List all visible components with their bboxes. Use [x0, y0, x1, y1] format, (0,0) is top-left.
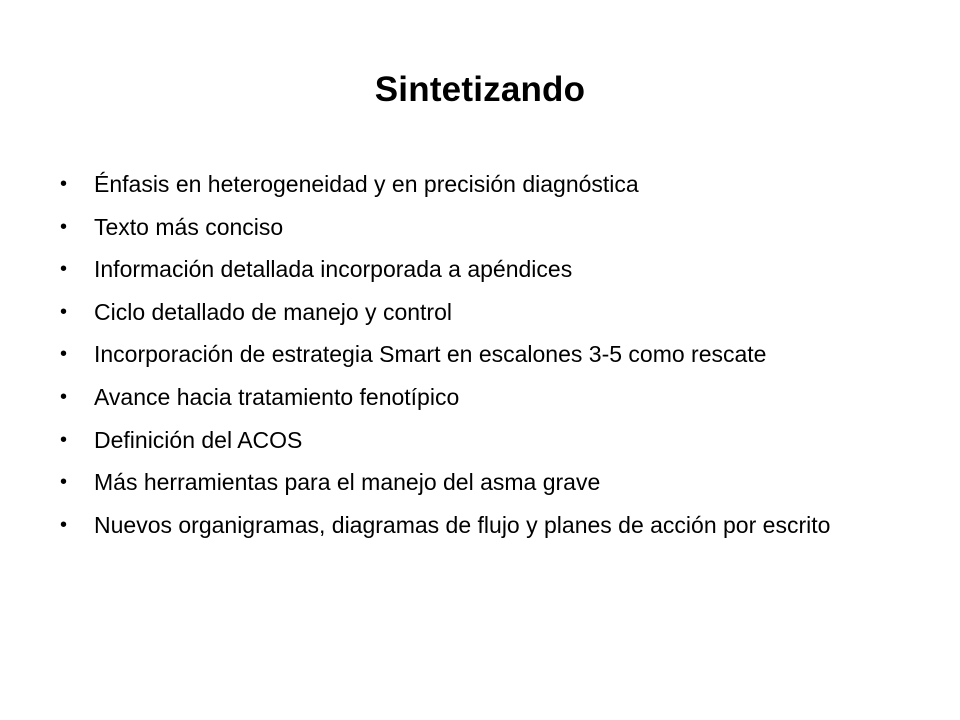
- bullet-item: [58, 340, 904, 369]
- bullet-text: Más herramientas para el manejo del asma grave: [94, 469, 601, 496]
- bullet-dot-icon: •: [60, 215, 68, 238]
- bullet-item: [58, 511, 904, 540]
- bullet-dot-icon: •: [60, 385, 68, 408]
- bullet-dot-icon: •: [60, 258, 68, 281]
- bullet-text: Incorporación de estrategia Smart en escalones 3-5 como rescate: [94, 341, 767, 368]
- bullet-dot-icon: •: [60, 173, 68, 195]
- bullet-text: Nuevos organigramas, diagramas de flujo y planes de acción por escrito: [94, 511, 831, 538]
- bullet-item: [58, 468, 904, 497]
- bullet-list: [58, 170, 904, 553]
- bullet-text: Ciclo detallado de manejo y control: [94, 298, 452, 325]
- bullet-text: Texto más conciso: [94, 213, 284, 240]
- bullet-text: Información detallada incorporada a apéndices: [94, 256, 573, 283]
- bullet-item: [58, 298, 904, 327]
- bullet-text: Definición del ACOS: [94, 426, 303, 453]
- bullet-item: [58, 383, 904, 412]
- bullet-item: [58, 213, 904, 242]
- bullet-dot-icon: •: [60, 343, 68, 366]
- bullet-dot-icon: •: [60, 300, 68, 323]
- bullet-item: [58, 255, 904, 284]
- bullet-text: Énfasis en heterogeneidad y en precisión diagnóstica: [94, 171, 639, 197]
- bullet-text: Avance hacia tratamiento fenotípico: [94, 383, 460, 410]
- bullet-dot-icon: •: [60, 471, 68, 494]
- bullet-item: [58, 170, 904, 199]
- slide-title: Sintetizando: [374, 70, 586, 109]
- bullet-dot-icon: •: [60, 513, 68, 536]
- bullet-dot-icon: •: [60, 428, 68, 451]
- bullet-item: [58, 426, 904, 455]
